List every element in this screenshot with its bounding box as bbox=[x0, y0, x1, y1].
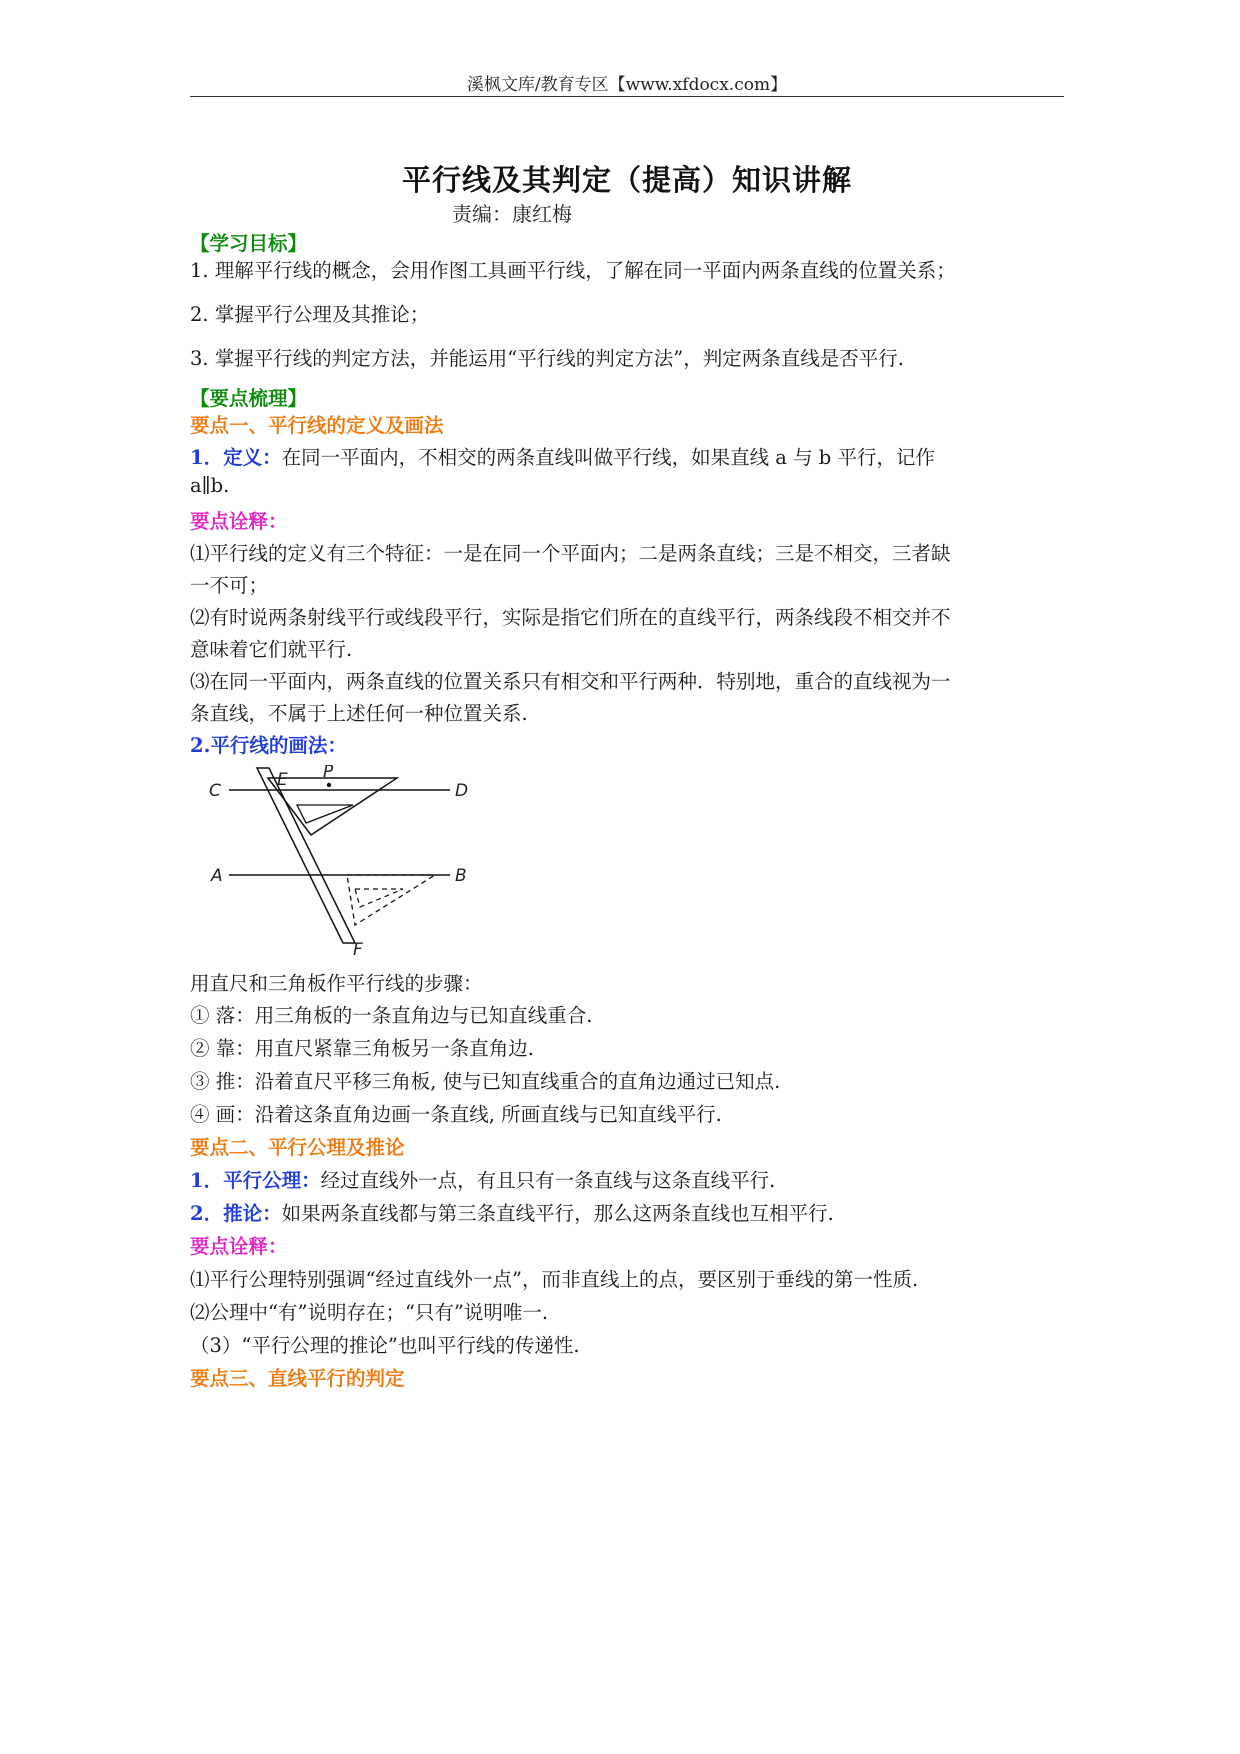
definition-label: 1．定义： bbox=[190, 446, 282, 469]
lower-set-square bbox=[347, 875, 435, 925]
label-c: C bbox=[209, 781, 221, 801]
drawing-method-label: 2.平行线的画法： bbox=[190, 734, 347, 757]
document-title: 平行线及其判定（提高）知识讲解 bbox=[401, 163, 852, 197]
axiom-line bbox=[190, 1165, 775, 1193]
note-label-1: 要点诠释： bbox=[190, 510, 288, 533]
axiom-label: 1．平行公理： bbox=[190, 1169, 321, 1192]
label-d: D bbox=[455, 781, 469, 801]
ruler-shape bbox=[257, 768, 355, 943]
note-2-line-1: ⑵有时说两条射线平行或线段平行，实际是指它们所在的直线平行，两条线段不相交并不 bbox=[190, 606, 951, 629]
note-2-line-2: 意味着它们就平行. bbox=[190, 638, 353, 661]
step-2: ② 靠：用直尺紧靠三角板另一条直角边. bbox=[190, 1037, 534, 1060]
upper-set-square-inner bbox=[297, 805, 353, 823]
header-divider bbox=[190, 96, 1064, 97]
note-1-line-1: ⑴平行线的定义有三个特征：一是在同一个平面内；二是两条直线；三是不相交，三者缺 bbox=[190, 542, 951, 565]
goal-item-1: 1. 理解平行线的概念，会用作图工具画平行线，了解在同一平面内两条直线的位置关系； bbox=[190, 259, 956, 282]
step-4: ④ 画：沿着这条直角边画一条直线, 所画直线与已知直线平行. bbox=[190, 1103, 722, 1126]
corollary-label: 2．推论： bbox=[190, 1202, 282, 1225]
point2-title: 要点二、平行公理及推论 bbox=[190, 1136, 405, 1159]
step-3: ③ 推：沿着直尺平移三角板, 使与已知直线重合的直角边通过已知点. bbox=[190, 1070, 781, 1093]
step-1: ① 落：用三角板的一条直角边与已知直线重合. bbox=[190, 1004, 593, 1027]
point1-title: 要点一、平行线的定义及画法 bbox=[190, 414, 444, 437]
lower-set-square-inner bbox=[355, 889, 403, 907]
definition-text: 在同一平面内，不相交的两条直线叫做平行线，如果直线 a 与 b 平行，记作 bbox=[281, 446, 935, 469]
point-p bbox=[327, 783, 331, 787]
note-3-line-2: 条直线，不属于上述任何一种位置关系. bbox=[190, 702, 528, 725]
definition-text-cont: a∥b. bbox=[190, 474, 230, 497]
note-1-line-2: 一不可； bbox=[190, 574, 269, 597]
label-a: A bbox=[211, 866, 223, 886]
points-heading: 【要点梳理】 bbox=[190, 387, 308, 410]
goals-heading: 【学习目标】 bbox=[190, 232, 308, 255]
parallel-drawing-figure bbox=[205, 765, 485, 960]
corollary-line bbox=[190, 1198, 834, 1226]
steps-intro: 用直尺和三角板作平行线的步骤： bbox=[190, 972, 483, 995]
goal-item-3: 3. 掌握平行线的判定方法，并能运用“平行线的判定方法”，判定两条直线是否平行. bbox=[190, 347, 904, 370]
editor-credit: 责编：康红梅 bbox=[452, 202, 572, 226]
parallel-drawing-diagram bbox=[205, 765, 485, 960]
label-e: E bbox=[277, 770, 288, 790]
label-p: P bbox=[323, 765, 334, 782]
label-b: B bbox=[455, 866, 467, 886]
axiom-note-2: ⑵公理中“有”说明存在；“只有”说明唯一. bbox=[190, 1301, 549, 1324]
label-f: F bbox=[353, 940, 363, 960]
axiom-note-3: （3）“平行公理的推论”也叫平行线的传递性. bbox=[190, 1334, 580, 1357]
note-label-2: 要点诠释： bbox=[190, 1235, 288, 1258]
point3-title: 要点三、直线平行的判定 bbox=[190, 1367, 405, 1390]
definition-line bbox=[190, 442, 935, 470]
page-header: 溪枫文库/教育专区【www.xfdocx.com】 bbox=[466, 75, 788, 95]
axiom-text: 经过直线外一点，有且只有一条直线与这条直线平行. bbox=[320, 1169, 776, 1192]
note-3-line-1: ⑶在同一平面内，两条直线的位置关系只有相交和平行两种．特别地，重合的直线视为一 bbox=[190, 670, 951, 693]
goal-item-2: 2. 掌握平行公理及其推论； bbox=[190, 303, 430, 326]
corollary-text: 如果两条直线都与第三条直线平行，那么这两条直线也互相平行. bbox=[281, 1202, 834, 1225]
axiom-note-1: ⑴平行公理特别强调“经过直线外一点”，而非直线上的点，要区别于垂线的第一性质. bbox=[190, 1268, 919, 1291]
